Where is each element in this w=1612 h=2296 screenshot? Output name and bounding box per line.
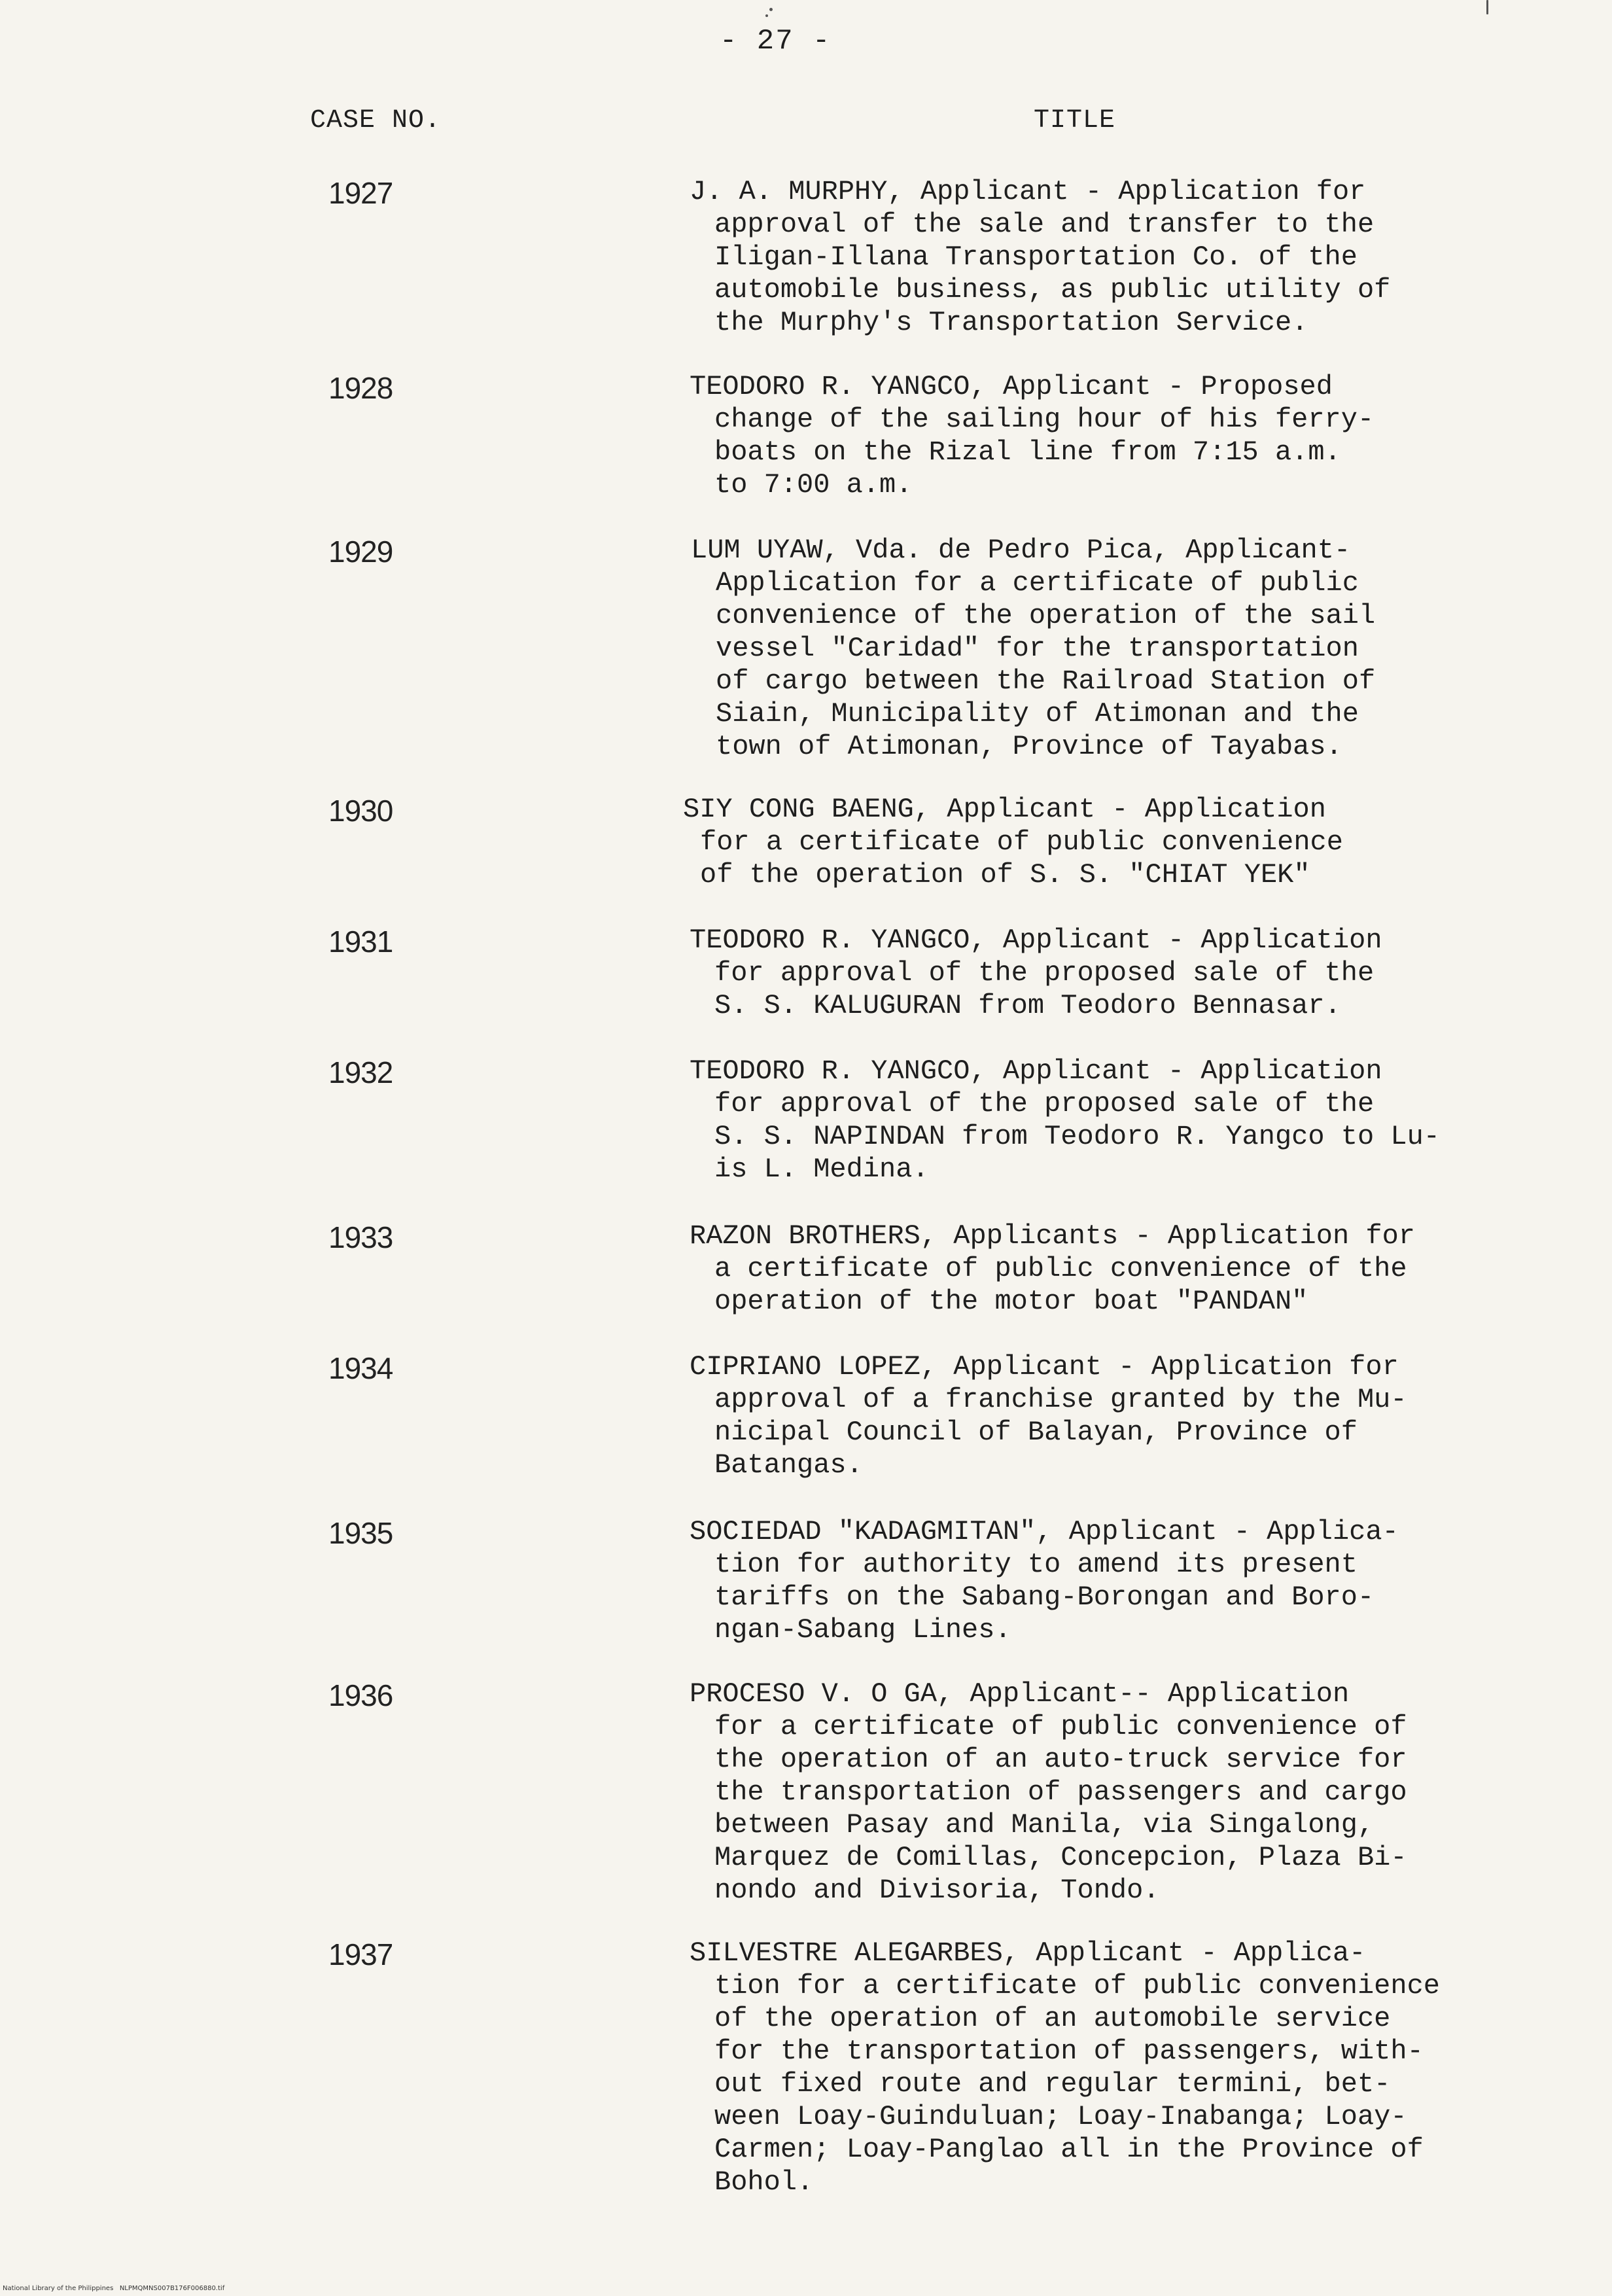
title-line: approval of a franchise granted by the Mu- xyxy=(714,1384,1407,1415)
title-line: LUM UYAW, Vda. de Pedro Pica, Applicant- xyxy=(691,535,1351,566)
title-line: convenience of the operation of the sail xyxy=(716,600,1376,631)
title-line: Marquez de Comillas, Concepcion, Plaza Bi- xyxy=(714,1842,1407,1873)
case-title xyxy=(690,1351,1476,1481)
case-title xyxy=(690,1220,1476,1318)
case-number: 1928 xyxy=(328,371,393,405)
title-line: of the operation of S. S. "CHIAT YEK" xyxy=(700,859,1310,891)
footer-caption: National Library of the Philippines NLPMQMNS007B176F006880.tif xyxy=(3,2285,225,2292)
title-line: tariffs on the Sabang-Borongan and Boro- xyxy=(714,1581,1375,1613)
title-line: PROCESO V. O GA, Applicant-- Application xyxy=(690,1678,1350,1710)
title-line: the operation of an auto-truck service for xyxy=(714,1744,1407,1775)
title-line: TEODORO R. YANGCO, Applicant - Proposed xyxy=(690,371,1333,402)
title-line: ngan-Sabang Lines. xyxy=(714,1614,1011,1646)
ink-speck xyxy=(1486,0,1488,14)
page-number: - 27 - xyxy=(720,25,832,58)
title-line: tion for authority to amend its present xyxy=(714,1549,1358,1580)
title-line: SIY CONG BAENG, Applicant - Application xyxy=(683,794,1326,825)
case-number: 1936 xyxy=(328,1678,393,1712)
title-line: town of Atimonan, Province of Tayabas. xyxy=(716,731,1342,762)
title-line: for approval of the proposed sale of the xyxy=(714,957,1375,989)
case-title xyxy=(690,924,1476,1022)
title-line: to 7:00 a.m. xyxy=(714,469,913,501)
case-number: 1930 xyxy=(328,794,393,828)
title-line: change of the sailing hour of his ferry- xyxy=(714,404,1375,435)
title-header: TITLE xyxy=(1034,106,1116,135)
title-line: for approval of the proposed sale of the xyxy=(714,1088,1375,1120)
title-line: Application for a certificate of public xyxy=(716,567,1359,599)
title-line: Carmen; Loay-Panglao all in the Province of xyxy=(714,2134,1424,2165)
title-line: the transportation of passengers and cargo xyxy=(714,1776,1407,1808)
title-line: SILVESTRE ALEGARBES, Applicant - Applica- xyxy=(690,1937,1366,1969)
title-line: RAZON BROTHERS, Applicants - Application for xyxy=(690,1220,1415,1252)
title-line: nicipal Council of Balayan, Province of xyxy=(714,1417,1358,1448)
case-title xyxy=(690,1515,1476,1646)
title-line: vessel "Caridad" for the transportation xyxy=(716,633,1359,664)
title-line: a certificate of public convenience of the xyxy=(714,1253,1407,1284)
title-line: Batangas. xyxy=(714,1449,863,1481)
case-number: 1937 xyxy=(328,1937,393,1971)
case-title xyxy=(690,1055,1476,1186)
title-line: Bohol. xyxy=(714,2166,814,2198)
title-line: operation of the motor boat "PANDAN" xyxy=(714,1286,1308,1317)
title-line: Siain, Municipality of Atimonan and the xyxy=(716,698,1359,730)
case-title xyxy=(690,1937,1476,2199)
title-line: for a certificate of public convenience xyxy=(700,826,1343,858)
case-number: 1932 xyxy=(328,1055,393,1089)
title-line: out fixed route and regular termini, bet- xyxy=(714,2068,1391,2100)
title-line: approval of the sale and transfer to the xyxy=(714,209,1375,240)
title-line: of the operation of an automobile service xyxy=(714,2003,1391,2034)
title-line: the Murphy's Transportation Service. xyxy=(714,307,1308,338)
title-line: J. A. MURPHY, Applicant - Application for xyxy=(690,176,1366,207)
ink-speck xyxy=(765,14,768,17)
title-line: Iligan-Illana Transportation Co. of the xyxy=(714,241,1358,273)
case-number: 1935 xyxy=(328,1516,393,1550)
case-no-header: CASE NO. xyxy=(310,106,442,135)
case-title xyxy=(690,175,1476,339)
title-line: S. S. KALUGURAN from Teodoro Bennasar. xyxy=(714,990,1341,1021)
title-line: nondo and Divisoria, Tondo. xyxy=(714,1875,1160,1906)
case-number: 1931 xyxy=(328,925,393,959)
title-line: ween Loay-Guinduluan; Loay-Inabanga; Loay- xyxy=(714,2101,1407,2132)
title-line: boats on the Rizal line from 7:15 a.m. xyxy=(714,436,1341,468)
case-title xyxy=(690,370,1476,501)
title-line: tion for a certificate of public convenience xyxy=(714,1970,1440,2002)
case-number: 1929 xyxy=(328,535,393,569)
case-number: 1933 xyxy=(328,1220,393,1254)
case-number: 1927 xyxy=(328,176,393,210)
case-title xyxy=(690,1678,1476,1907)
title-line: automobile business, as public utility of xyxy=(714,274,1391,306)
title-line: between Pasay and Manila, via Singalong, xyxy=(714,1809,1375,1841)
title-line: S. S. NAPINDAN from Teodoro R. Yangco to Lu- xyxy=(714,1121,1440,1152)
ink-speck xyxy=(769,8,773,11)
title-line: CIPRIANO LOPEZ, Applicant - Application for xyxy=(690,1351,1399,1383)
title-line: for the transportation of passengers, with- xyxy=(714,2036,1424,2067)
title-line: SOCIEDAD "KADAGMITAN", Applicant - Applica- xyxy=(690,1516,1399,1547)
case-number: 1934 xyxy=(328,1351,393,1385)
case-title xyxy=(691,534,1477,763)
title-line: of cargo between the Railroad Station of xyxy=(716,665,1376,697)
case-title xyxy=(683,793,1462,891)
title-line: TEODORO R. YANGCO, Applicant - Application xyxy=(690,1055,1382,1087)
title-line: TEODORO R. YANGCO, Applicant - Application xyxy=(690,925,1382,956)
title-line: for a certificate of public convenience of xyxy=(714,1711,1407,1742)
title-line: is L. Medina. xyxy=(714,1154,929,1185)
